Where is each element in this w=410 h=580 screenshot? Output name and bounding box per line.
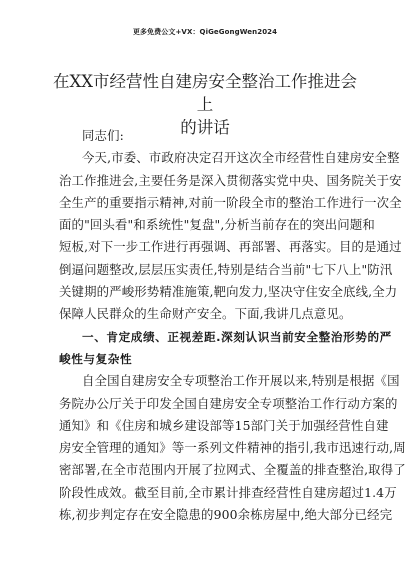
header-note: 更多免费公文+VX：QiGeGongWen2024	[132, 28, 278, 36]
paragraph-line: 短板,对下一步工作进行再强调、再部署、再落实。目的是通过	[59, 239, 402, 255]
paragraph-line: 关键期的严峻形势精准施策,靶向发力,坚决守住安全底线,全力	[59, 284, 398, 300]
paragraph-line: 治工作推进会,主要任务是深入贯彻落实党中央、国务院关于安	[59, 172, 402, 188]
section-heading: 一、肯定成绩、正视差距.深刻认识当前安全整治形势的严	[82, 329, 392, 344]
title-line: 在XX市经营性自建房安全整治工作推进会上	[53, 72, 357, 114]
paragraph-line: 保障人民群众的生命财产安全。下面,我讲几点意见。	[59, 306, 352, 322]
paragraph-line: 倒逼问题整改,层层压实责任,特别是结合当前"七下八上"防汛	[59, 261, 393, 277]
section-heading: 峻性与复杂性	[59, 351, 133, 366]
paragraph-line: 栋,初步判定存在安全隐患的900余栋房屋中,绝大部分已经完	[59, 507, 393, 523]
paragraph-line: 今天,市委、市政府决定召开这次全市经营性自建房安全整	[82, 150, 400, 166]
title-line: 的讲话	[180, 118, 230, 137]
paragraph-line: 务院办公厅关于印发全国自建房安全专项整治工作行动方案的	[59, 395, 398, 411]
greeting: 同志们:	[82, 128, 124, 143]
paragraph-line: 面的"回头看"和系统性"复盘",分析当前存在的突出问题和	[59, 217, 375, 233]
paragraph-line: 通知》和《住房和城乡建设部等15部门关于加强经营性自建	[59, 417, 389, 433]
paragraph-line: 房安全管理的通知》等一系列文件精神的指引,我市迅速行动,周	[59, 440, 406, 456]
paragraph-line: 密部署,在全市范围内开展了拉网式、全覆盖的排查整治,取得了	[59, 462, 406, 478]
paragraph-line: 全生产的重要指示精神,对前一阶段全市的整治工作进行一次全	[59, 194, 402, 210]
paragraph-line: 阶段性成效。截至目前,全市累计排查经营性自建房超过1.4万	[59, 484, 397, 500]
paragraph-line: 自全国自建房安全专项整治工作开展以来,特别是根据《国	[82, 373, 400, 389]
document-body	[57, 125, 406, 526]
